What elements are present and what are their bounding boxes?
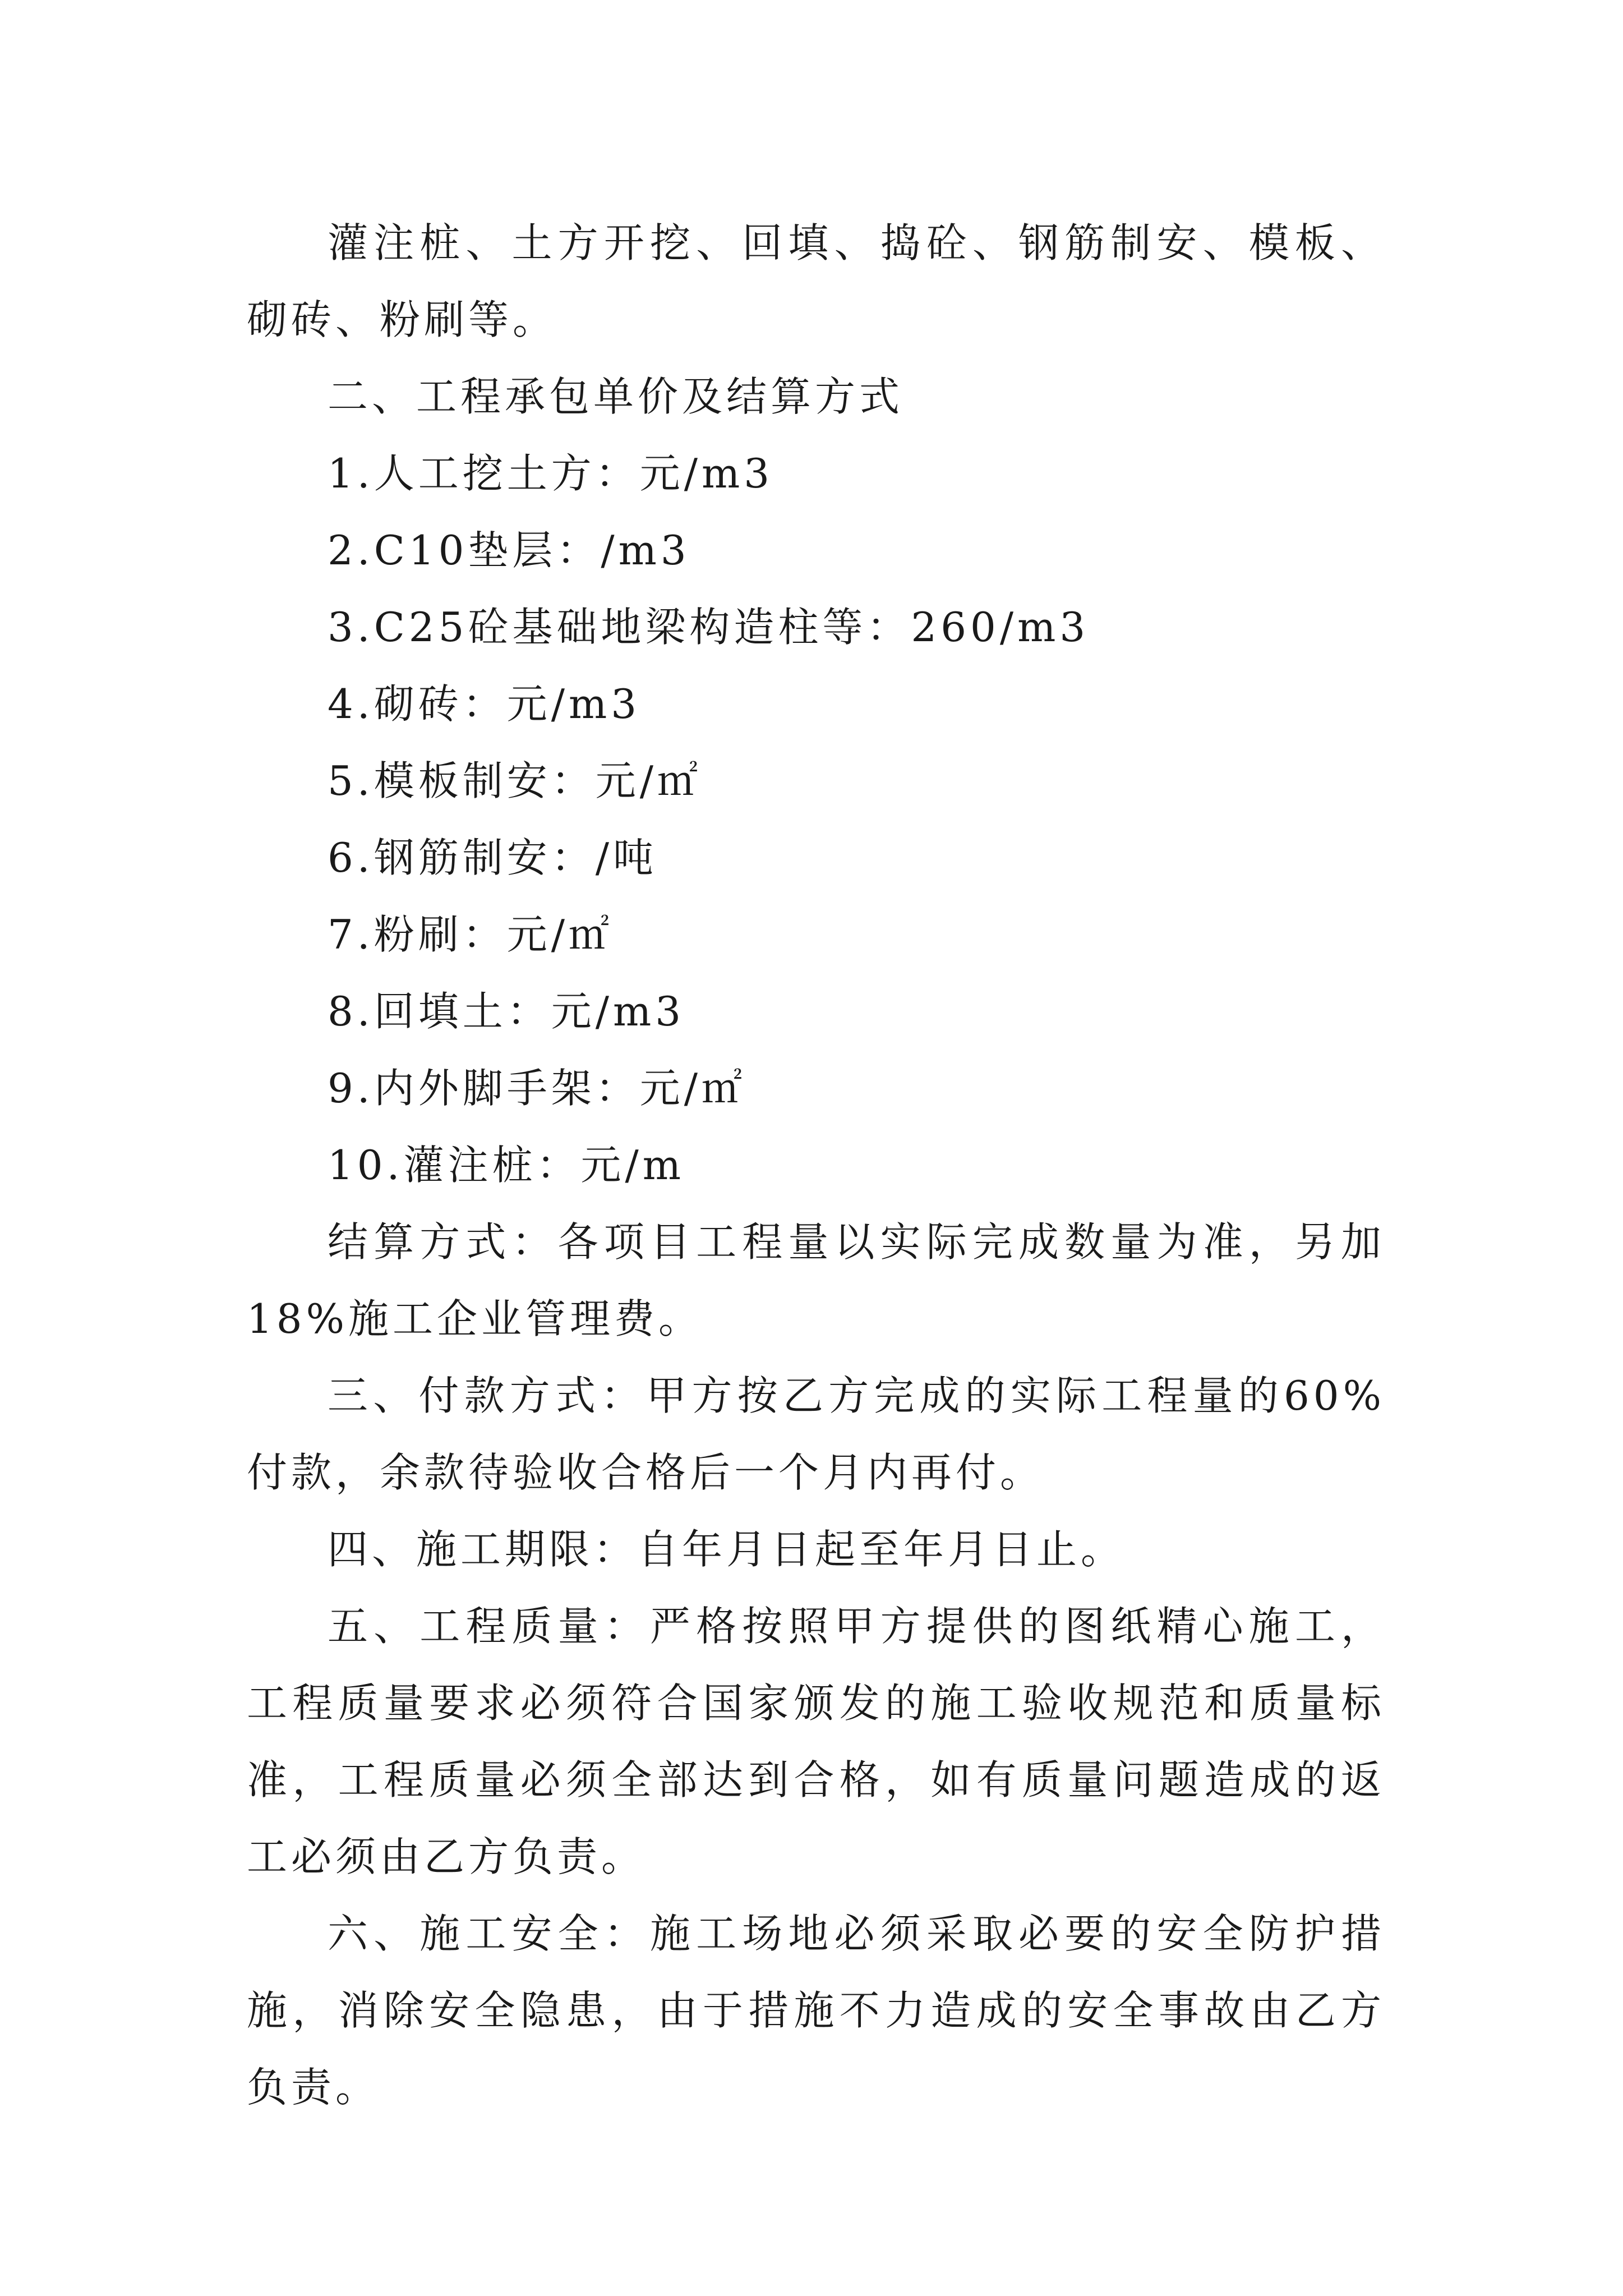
- paragraph-work-scope: 灌注桩、土方开挖、回填、捣砼、钢筋制安、模板、砌砖、粉刷等。: [247, 219, 1385, 343]
- price-item-8: 8.回填土：元/m3: [328, 988, 685, 1035]
- price-item-1: 1.人工挖土方：元/m3: [328, 450, 774, 497]
- price-item-7: 7.粉刷：元/㎡: [328, 911, 613, 958]
- price-item-10: 10.灌注桩：元/m: [328, 1142, 685, 1189]
- price-item-5: 5.模板制安：元/㎡: [328, 757, 702, 804]
- price-item-4: 4.砌砖：元/m3: [328, 680, 641, 728]
- price-item-3: 3.C25砼基础地梁构造柱等：260/m3: [328, 604, 1090, 651]
- paragraph-project-quality: 五、工程质量：严格按照甲方提供的图纸精心施工，工程质量要求必须符合国家颁发的施工验收规范和质量标准，工程质量必须全部达到合格，如有质量问题造成的返工必须由乙方负责。: [247, 1603, 1385, 1880]
- paragraph-construction-period: 四、施工期限：自年月日起至年月日止。: [328, 1526, 1126, 1573]
- paragraph-construction-safety: 六、施工安全：施工场地必须采取必要的安全防护措施，消除安全隐患，由于措施不力造成的安全事故由乙方负责。: [247, 1910, 1385, 2111]
- price-item-6: 6.钢筋制安：/吨: [328, 834, 657, 881]
- paragraph-payment-method: 三、付款方式：甲方按乙方完成的实际工程量的60%付款，余款待验收合格后一个月内再付。: [247, 1372, 1385, 1496]
- price-item-9: 9.内外脚手架：元/㎡: [328, 1065, 746, 1112]
- document-body: [247, 205, 1385, 2126]
- price-item-2: 2.C10垫层：/m3: [328, 527, 690, 574]
- heading-unit-price-settlement: 二、工程承包单价及结算方式: [328, 373, 904, 420]
- paragraph-settlement-method: 结算方式：各项目工程量以实际完成数量为准，另加18%施工企业管理费。: [247, 1218, 1385, 1342]
